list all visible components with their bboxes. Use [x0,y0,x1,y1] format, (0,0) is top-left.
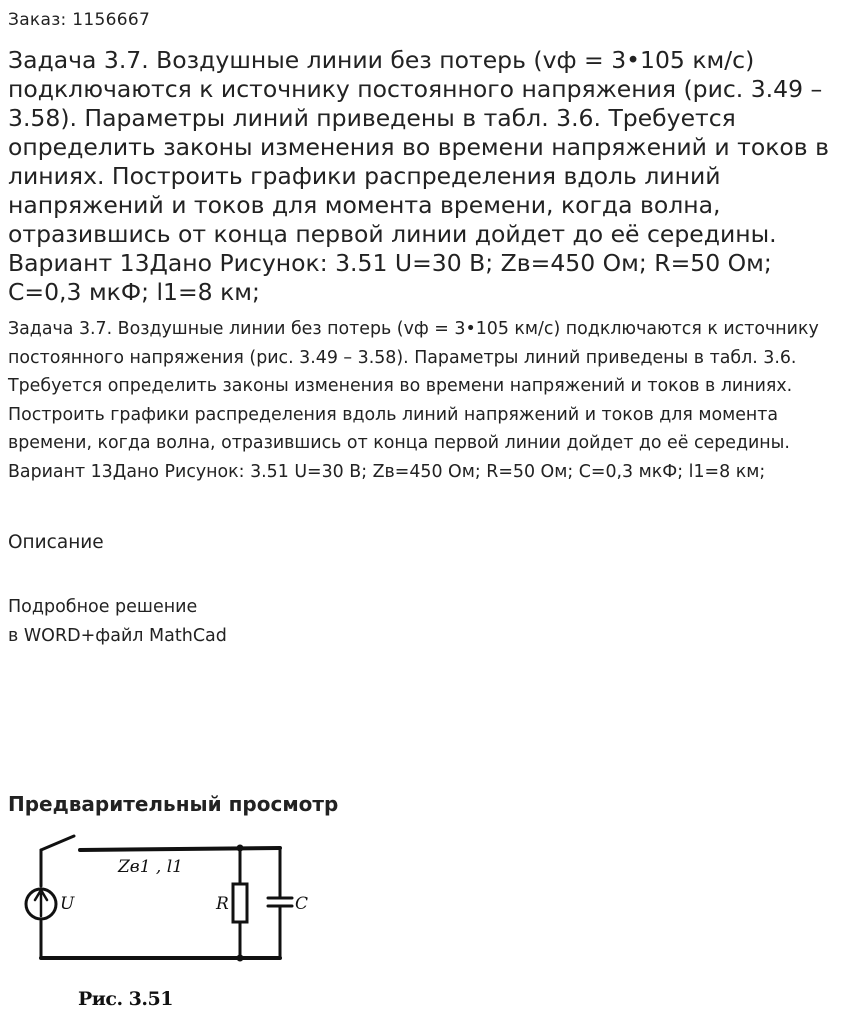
resistor-label: R [216,894,229,914]
line-label: Zв1 , l1 [118,857,183,877]
preview-heading: Предварительный просмотр [8,792,339,816]
figure-caption: Рис. 3.51 [78,988,173,1010]
solution-details [8,593,227,651]
capacitor-label: C [295,894,309,914]
switch [41,836,74,850]
junction-bottom [237,955,244,962]
task-description: Задача 3.7. Воздушные линии без потерь (vф = 3•105 км/с) подключаются к источнику постоянного напряжения (рис. 3.49 – 3.58). Параметры линий приведены в табл. 3.6. Требуется определить законы изменения во времени напряжений и токов в линиях. Построить графики распределения вдоль линий напряжений и токов для момента времени, когда волна, отразившись от конца первой линии дойдет до её середины. Вариант 13Дано Рисунок: 3.51 U=30 В; Zв=450 Ом; R=50 Ом; С=0,3 мкФ; l1=8 км; [8,319,819,482]
solution-line-1: Подробное решение [8,597,198,617]
source-arrow [35,890,47,916]
description-label: Описание [8,532,104,553]
order-number: Заказ: 1156667 [8,10,151,30]
line-top-wire [80,848,280,850]
resistor [233,884,247,922]
solution-line-2: в WORD+файл MathCad [8,626,227,646]
junction-top [237,845,244,852]
source-label: U [60,894,75,914]
task-title: Задача 3.7. Воздушные линии без потерь (vф = 3•105 км/с) подключаются к источнику постоянного напряжения (рис. 3.49 – 3.58). Параметры линий приведены в табл. 3.6. Требуется определить законы изменения во времени напряжений и токов в линиях. Построить графики распределения вдоль линий напряжений и токов для момента времени, когда волна, отразившись от конца первой линии дойдет до её середины. Вариант 13Дано Рисунок: 3.51 U=30 В; Zв=450 Ом; R=50 Ом; С=0,3 мкФ; l1=8 км; [8,46,829,306]
